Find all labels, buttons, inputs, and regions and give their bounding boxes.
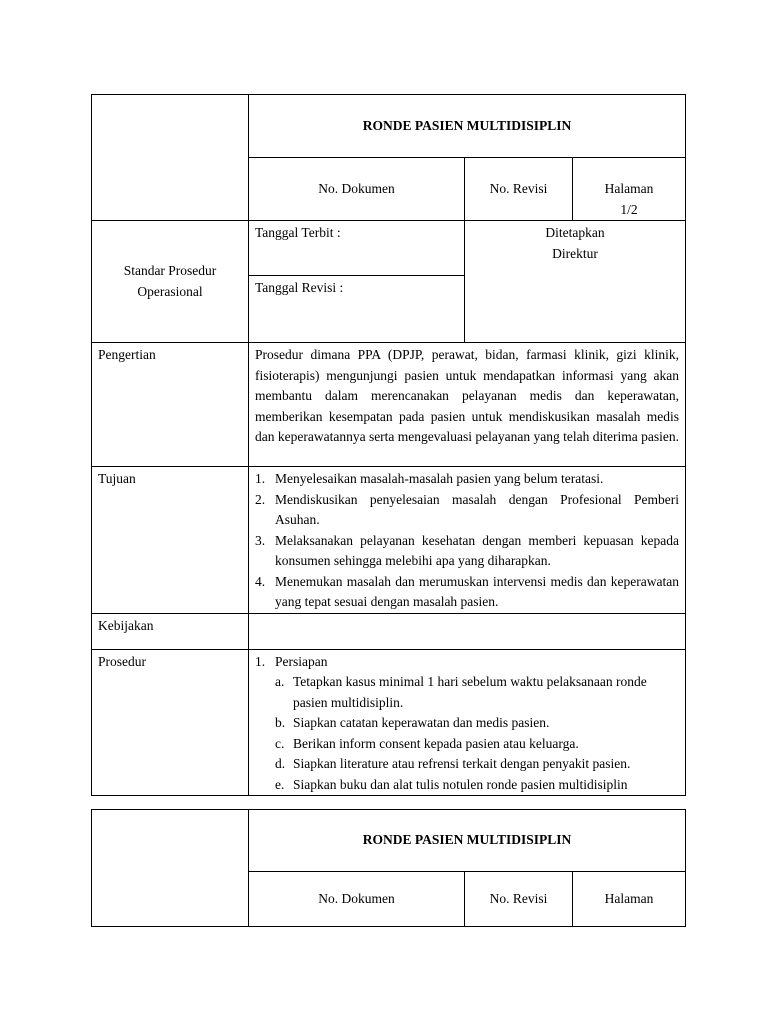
tujuan-label: Tujuan — [92, 467, 249, 614]
logo-cell — [92, 810, 249, 927]
ditetapkan-label: Ditetapkan — [545, 225, 605, 240]
list-item: c. Berikan inform consent kepada pasien atau keluarga. — [275, 735, 579, 751]
list-item: 1. Persiapan — [255, 653, 328, 669]
prosedur-content — [249, 649, 686, 796]
halaman-label: Halaman — [573, 872, 686, 927]
sop-table-page-2 — [91, 809, 686, 927]
sop-label-line2: Operasional — [137, 283, 203, 299]
kebijakan-label: Kebijakan — [92, 613, 249, 649]
no-dokumen-label: No. Dokumen — [249, 872, 465, 927]
tujuan-list — [255, 469, 679, 613]
list-item: a. Tetapkan kasus minimal 1 hari sebelum waktu pelaksanaan ronde pasien multidisiplin. — [275, 674, 647, 710]
prosedur-list — [255, 652, 679, 673]
no-dokumen-label: No. Dokumen — [249, 158, 465, 221]
pengertian-label: Pengertian — [92, 343, 249, 467]
list-item: b. Siapkan catatan keperawatan dan medis pasien. — [275, 715, 550, 730]
pengertian-text: Prosedur dimana PPA (DPJP, perawat, bidan, farmasi klinik, gizi klinik, fisioterapis) mengunjungi pasien untuk mendapatkan informasi yang akan membantu dalam merencanakan pelayanan medis dan keperawatan, memberikan kesempatan pada pasien untuk mendiskusikan masalah medis dan keperawatannya serta mengevaluasi pelayanan yang telah diterima pasien. — [255, 347, 680, 444]
tanggal-revisi-label: Tanggal Revisi : — [249, 276, 465, 343]
prosedur-label: Prosedur — [92, 649, 249, 796]
document-title: RONDE PASIEN MULTIDISIPLIN — [249, 810, 686, 872]
list-item: 4. Menemukan masalah dan merumuskan intervensi medis dan keperawatan yang tepat sesuai dengan masalah pasien. — [255, 573, 680, 609]
list-item: d. Siapkan literature atau refrensi terkait dengan penyakit pasien. — [275, 756, 631, 771]
sop-table-page-1 — [91, 94, 686, 796]
list-item: 3. Melaksanakan pelayanan kesehatan dengan memberi kepuasan kepada konsumen sehingga melebihi apa yang diharapkan. — [255, 532, 680, 568]
no-revisi-label: No. Revisi — [465, 872, 573, 927]
halaman-label: Halaman — [604, 181, 654, 196]
sop-label-cell — [92, 221, 249, 343]
list-item: 2. Mendiskusikan penyelesaian masalah dengan Profesional Pemberi Asuhan. — [255, 491, 680, 527]
prosedur-sublist — [255, 672, 679, 795]
document-title: RONDE PASIEN MULTIDISIPLIN — [249, 95, 686, 158]
halaman-cell — [573, 158, 686, 221]
prosedur-step-title: Persiapan — [275, 653, 328, 669]
tujuan-content — [249, 467, 686, 614]
list-item: 1. Menyelesaikan masalah-masalah pasien yang belum teratasi. — [255, 471, 604, 486]
no-revisi-label: No. Revisi — [465, 158, 573, 221]
logo-cell — [92, 95, 249, 221]
pengertian-content — [249, 343, 686, 467]
list-item: e. Siapkan buku dan alat tulis notulen ronde pasien multidisiplin — [275, 776, 628, 792]
direktur-label: Direktur — [552, 245, 598, 261]
halaman-value: 1/2 — [620, 201, 638, 217]
kebijakan-content — [249, 613, 686, 649]
sop-label-line1: Standar Prosedur — [123, 263, 217, 278]
ditetapkan-cell — [465, 221, 686, 343]
tanggal-terbit-label: Tanggal Terbit : — [249, 221, 465, 276]
